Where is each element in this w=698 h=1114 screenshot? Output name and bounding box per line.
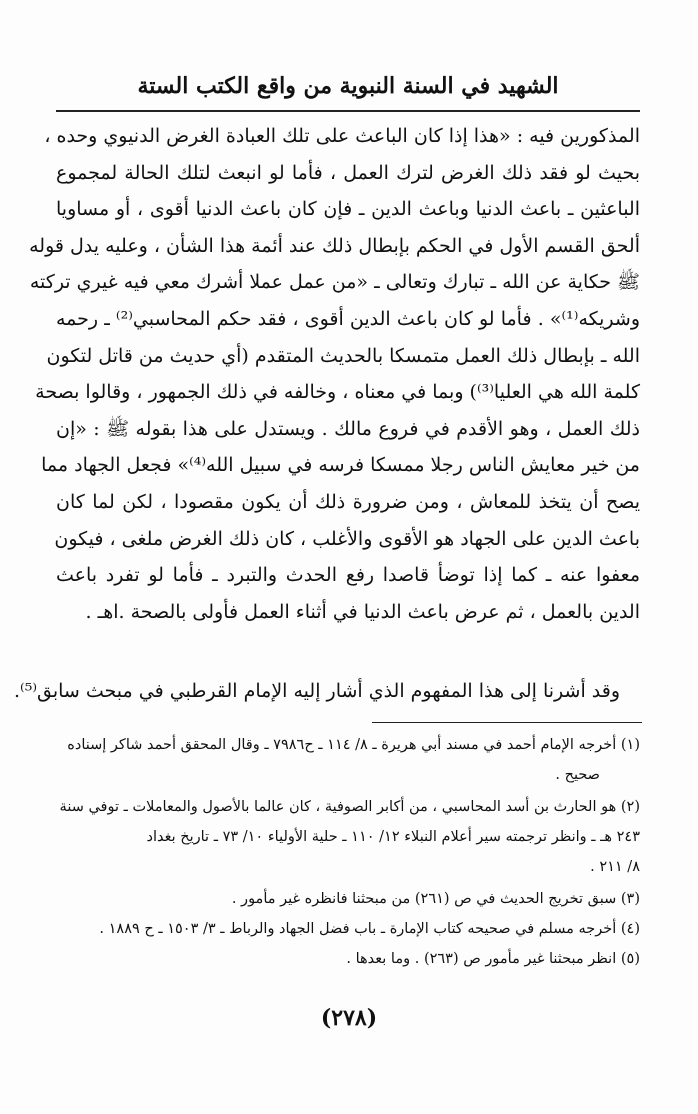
footnote-1-continuation: صحيح . <box>555 767 600 783</box>
body-line: من خير معايش الناس رجلا ممسكا فرسه في سبيل الله⁽⁴⁾» فجعل الجهاد مما <box>41 454 640 477</box>
main-paragraph <box>29 118 641 630</box>
body-line: ﷺ حكاية عن الله ـ تبارك وتعالى ـ «من عمل عملا أشرك معي فيه غيري تركته <box>29 271 640 294</box>
page-number: (٢٧٨) <box>320 1005 378 1031</box>
body-line: الله ـ بإبطال ذلك العمل متمسكا بالحديث المتقدم (أي حديث من قاتل لتكون <box>46 344 640 367</box>
body-line: الدين بالعمل ، ثم عرض باعث الدنيا في أثناء العمل فأولى بالصحة .اهـ . <box>85 600 640 623</box>
footnote-2-continuation: ٨/ ٢١١ . <box>590 859 640 875</box>
footnote-5: (٥) انظر مبحثنا غير مأمور ص (٢٦٣) . وما بعدها . <box>346 951 640 967</box>
footnote-divider <box>372 722 642 723</box>
closing-paragraph: وقد أشرنا إلى هذا المفهوم الذي أشار إليه الإمام القرطبي في مبحث سابق⁽⁵⁾. <box>13 680 620 702</box>
body-line: كلمة الله هي العليا⁽³⁾) وبما في معناه ، وخالفه في ذلك الجمهور ، وقالوا بصحة <box>35 381 640 404</box>
footnote-4: (٤) أخرجه مسلم في صحيحه كتاب الإمارة ـ باب فضل الجهاد والرباط ـ ٣/ ١٥٠٣ ـ ح ١٨٨٩ . <box>99 921 640 937</box>
body-line: الباعثين ـ باعث الدنيا وباعث الدين ـ فإن كان باعث الدنيا أقوى ، أو مساويا <box>56 198 640 221</box>
page-header-title: الشهيد في السنة النبوية من واقع الكتب الستة <box>137 73 559 99</box>
body-line: ألحق القسم الأول في الحكم بإبطال ذلك عند أئمة هذا الشأن ، وعليه يدل قوله <box>29 234 640 257</box>
footnote-1: (١) أخرجه الإمام أحمد في مسند أبي هريرة ـ ٨/ ١١٤ ـ ح٧٩٨٦ ـ وقال المحقق أحمد شاكر إسناده <box>67 737 640 753</box>
body-line: يصح أن يتخذ للمعاش ، ومن ضرورة ذلك أن يكون مقصودا ، لكن لما كان <box>56 490 640 513</box>
footnotes-section <box>56 730 640 974</box>
body-line: معفوا عنه ـ كما إذا توضأ قاصدا رفع الحدث والتبرد ـ فأما لو تفرد باعث <box>56 564 640 587</box>
footnote-2: (٢) هو الحارث بن أسد المحاسبي ، من أكابر الصوفية ، كان عالما بالأصول والمعاملات ـ توفي سنة <box>59 799 640 815</box>
body-line: وشريكه⁽¹⁾» . فأما لو كان باعث الدين أقوى ، فقد حكم المحاسبي⁽²⁾ ـ رحمه <box>56 307 641 330</box>
header-divider <box>56 110 640 112</box>
footnote-3: (٣) سبق تخريج الحديث في ص (٢٦١) من مبحثنا فانظره غير مأمور . <box>231 891 640 907</box>
footnote-2-continuation: ٢٤٣ هـ ـ وانظر ترجمته سير أعلام النبلاء ١٢/ ١١٠ ـ حلية الأولياء ١٠/ ٧٣ ـ تاريخ بغداد <box>146 829 640 845</box>
body-line: المذكورين فيه : «هذا إذا كان الباعث على تلك العبادة الغرض الدنيوي وحده ، <box>44 125 640 147</box>
body-line: باعث الدين على الجهاد هو الأقوى والأغلب ، كان ذلك الغرض ملغى ، فيكون <box>54 527 640 550</box>
body-line: ذلك العمل ، وهو الأقدم في فروع مالك . ويستدل على هذا بقوله ﷺ : «إن <box>56 417 640 440</box>
body-line: بحيث لو فقد ذلك الغرض لترك العمل ، فأما لو انبعث لتلك الحالة لمجموع <box>56 161 640 184</box>
